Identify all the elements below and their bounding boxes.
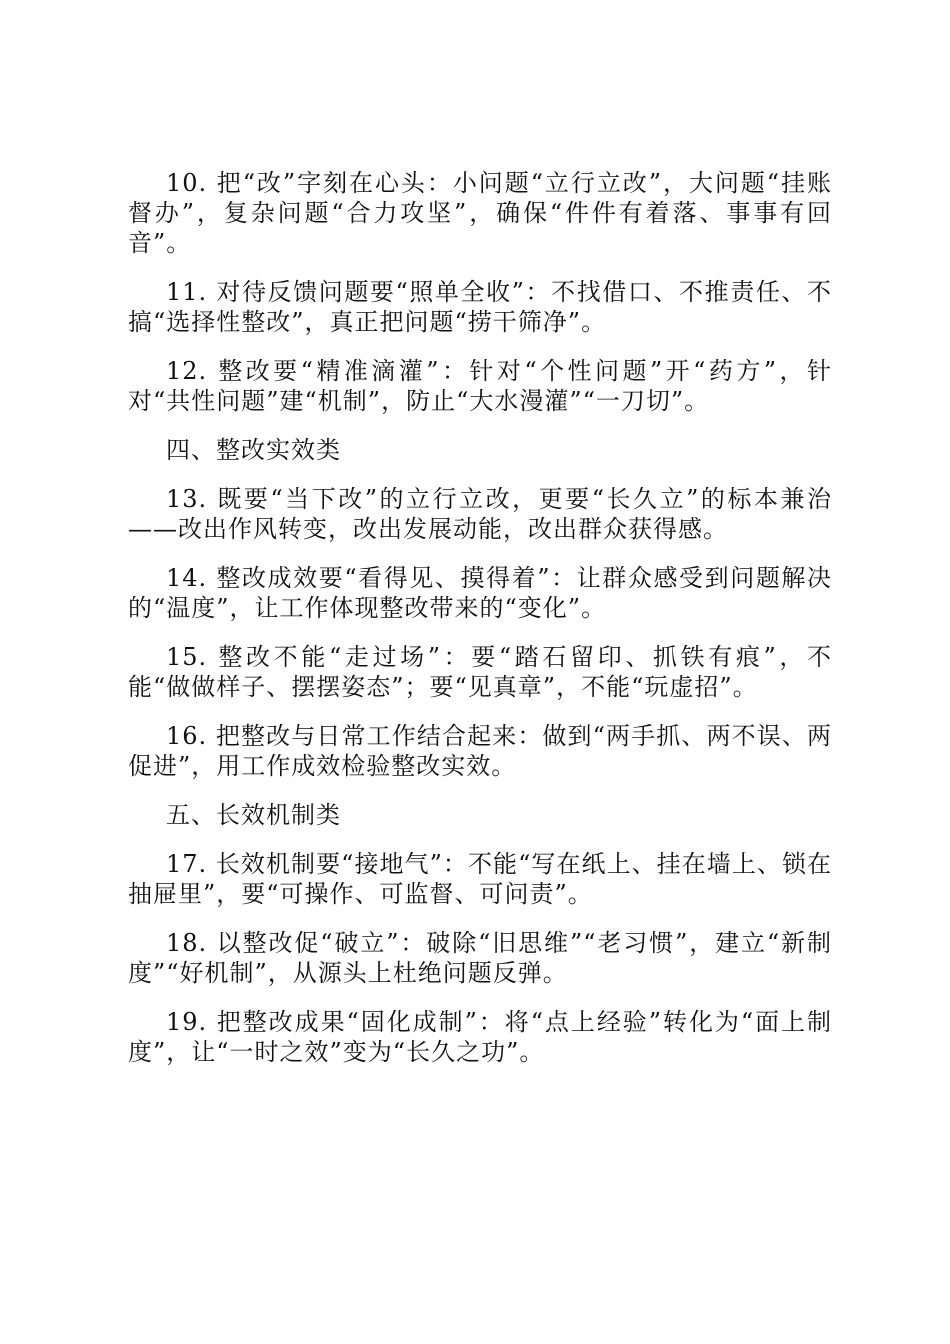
section-heading-4: 四、整改实效类 xyxy=(166,436,341,464)
document-body xyxy=(128,168,832,1086)
list-item-15: 15. 整改不能“走过场”：要“踏石留印、抓铁有痕”，不能“做做样子、摆摆姿态”；要“见真章”，不能“玩虚招”。 xyxy=(128,643,832,701)
list-item-16: 16. 把整改与日常工作结合起来：做到“两手抓、两不误、两促进”，用工作成效检验整改实效。 xyxy=(128,722,832,780)
list-item-14: 14. 整改成效要“看得见、摸得着”：让群众感受到问题解决的“温度”，让工作体现整改带来的“变化”。 xyxy=(128,564,832,622)
list-item-10: 10. 把“改”字刻在心头：小问题“立行立改”，大问题“挂账督办”，复杂问题“合力攻坚”，确保“件件有着落、事事有回音”。 xyxy=(128,169,832,257)
list-item-18: 18. 以整改促“破立”：破除“旧思维”“老习惯”，建立“新制度”“好机制”，从源头上杜绝问题反弹。 xyxy=(128,929,832,987)
list-item-19: 19. 把整改成果“固化成制”：将“点上经验”转化为“面上制度”，让“一时之效”变为“长久之功”。 xyxy=(128,1008,832,1066)
list-item-11: 11. 对待反馈问题要“照单全收”：不找借口、不推责任、不搞“选择性整改”，真正把问题“捞干筛净”。 xyxy=(128,278,832,336)
list-item-12: 12. 整改要“精准滴灌”：针对“个性问题”开“药方”，针对“共性问题”建“机制”，防止“大水漫灌”“一刀切”。 xyxy=(128,357,832,415)
section-heading-5: 五、长效机制类 xyxy=(166,801,341,829)
list-item-13: 13. 既要“当下改”的立行立改，更要“长久立”的标本兼治——改出作风转变，改出发展动能，改出群众获得感。 xyxy=(128,485,832,543)
list-item-17: 17. 长效机制要“接地气”：不能“写在纸上、挂在墙上、锁在抽屉里”，要“可操作、可监督、可问责”。 xyxy=(128,850,832,908)
